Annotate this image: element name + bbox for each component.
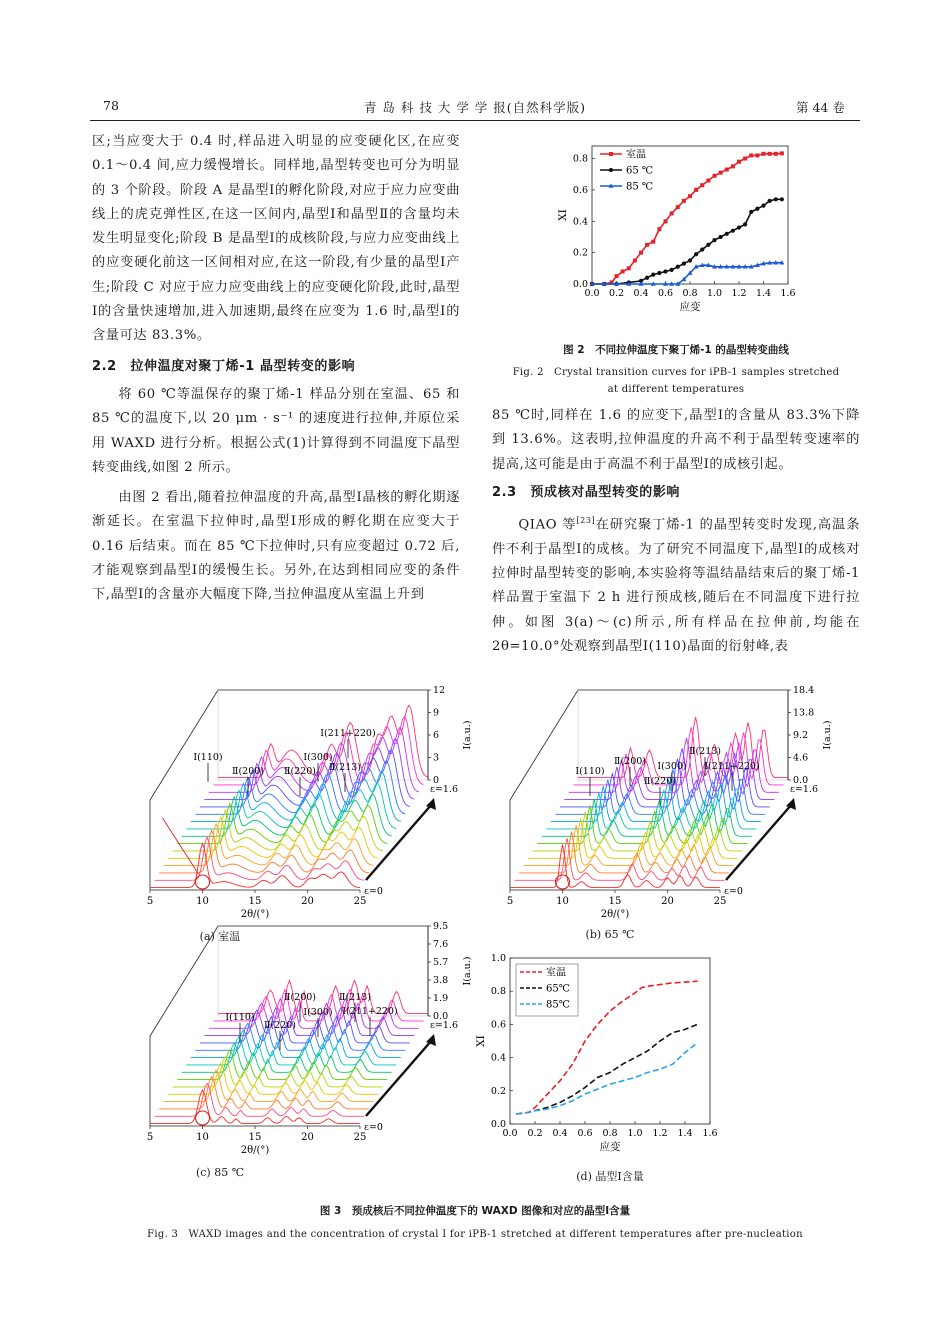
waxd-curve [533,812,743,851]
x-tick-label: 10 [196,1132,209,1143]
y-tick-label: 6 [433,730,440,741]
paragraph: QIAO 等[23]在研究聚丁烯-1 的晶型转变时发现,高温条件不利于晶型Ⅰ的成核。为了研究不同温度下,晶型Ⅰ的成核对拉伸时晶型转变的影响,本实验将等温结晶结束后的聚丁烯-1 样品置于室温下 2 h 进行预成核,随后在不同温度下进行拉伸。如图 3(a)～(c)所示,所有样品在拉伸前,均能在 2θ=10.0°处观察到晶型Ⅰ(110)晶面的衍射峰,表 [492,516,860,655]
legend-label: 室温 [546,967,566,979]
x-tick-label: 20 [661,896,674,907]
fig2-caption-en: Fig. 2 Crystal transition curves for iPB-1 samples stretched [512,367,840,378]
legend-label: 85 ℃ [626,181,654,193]
waxd-curve [515,838,725,880]
x-tick-label: 5 [146,1132,154,1143]
data-point [737,160,741,164]
data-point [706,179,710,183]
data-point [768,199,772,203]
citation[interactable]: [23] [576,516,596,526]
y-tick-label: 0.4 [572,216,588,228]
data-point [731,229,735,233]
y-axis-label: I(a.u.) [462,956,473,986]
y-tick-label: 0.2 [490,1085,506,1097]
data-point [670,268,674,272]
x-axis-label: 2θ/(°) [240,1145,270,1156]
peak-label: Ⅰ(211+220) [704,761,760,772]
waxd-panel-b [490,685,833,922]
x-tick-label: 25 [353,1132,367,1143]
peak-label: Ⅱ(200) [231,766,265,777]
highlight-circle [556,875,570,889]
paragraph: 由图 2 看出,随着拉伸温度的升高,晶型Ⅰ晶核的孵化期逐渐延长。在室温下拉伸时,晶型Ⅰ形成的孵化期在应变大于 0.16 后结束。而在 85 ℃下拉伸时,只有应变超过 0.72 后,才能观察到晶型Ⅰ的缓慢生长。另外,在达到相同应变的条件下,晶型Ⅰ的含量亦大幅度下降,当拉伸温度从室温上升到 [92,490,460,603]
y-tick-label: 1.9 [433,993,449,1004]
x-tick-label: 20 [301,1132,314,1143]
eps-top-label: ε=1.6 [430,784,458,795]
x-axis-label: 2θ/(°) [240,909,270,920]
journal-title: 青 岛 科 技 大 学 学 报(自然科学版) [363,100,587,115]
data-point [688,258,692,262]
highlight-circle [196,1111,210,1125]
strain-arrow [366,1040,432,1116]
legend-marker [609,168,613,172]
data-point [670,211,674,215]
x-axis-label: 应变 [679,301,701,313]
series-line [592,153,782,284]
data-point [768,152,772,156]
data-point [682,262,686,266]
waxd-curve [159,1077,369,1109]
data-point [682,199,686,203]
waxd-curve [164,1070,374,1102]
y-tick-label: 0.6 [572,184,588,196]
peak-label: Ⅰ(110) [225,1012,255,1023]
series-line [516,1024,697,1114]
data-point [743,157,747,161]
page-number: 78 [103,98,119,113]
x-tick-label: 0.8 [682,288,698,299]
x-tick-label: 0.2 [608,288,625,299]
author-ref: QIAO 等 [518,517,577,533]
x-tick-label: 25 [713,896,727,907]
data-point [676,265,680,269]
x-tick-label: 5 [506,896,514,907]
y-tick-label: 0.0 [433,1011,449,1022]
data-point [737,225,741,229]
peak-label: Ⅰ(300) [303,1007,333,1018]
data-point [615,274,619,278]
x-tick-label: 1.6 [780,288,796,299]
x-tick-label: 25 [353,896,367,907]
peak-label: Ⅱ(213) [338,992,372,1003]
strain-arrow [366,804,432,880]
data-point [688,194,692,198]
y-tick-label: 0.0 [490,1119,506,1130]
waxd-curve [150,1090,360,1124]
data-point [719,235,723,239]
x-tick-label: 0.6 [577,1128,593,1139]
data-point [755,153,759,157]
data-point [694,252,698,256]
y-axis-label: XⅠ [475,1035,487,1047]
data-point [663,269,667,273]
waxd-panel-a [130,685,473,922]
data-point [725,168,729,172]
waxd-curve [173,810,383,851]
data-point [774,152,778,156]
peak-label: Ⅱ(220) [643,776,677,787]
data-point [657,227,661,231]
y-tick-label: 0.4 [490,1052,506,1064]
y-tick-label: 18.4 [793,685,815,696]
panel-d-label: (d) 晶型Ⅰ含量 [576,1170,644,1183]
data-point [706,243,710,247]
x-tick-label: 15 [248,896,262,907]
x-tick-label: 1.6 [702,1128,718,1139]
waxd-curve [195,1023,405,1050]
data-point [700,183,704,187]
peak-label: Ⅰ(110) [575,766,605,777]
highlight-circle [196,875,210,889]
x-tick-label: 1.0 [706,288,723,299]
data-point [712,238,716,242]
eps-top-label: ε=1.6 [430,1020,458,1031]
waxd-curve [164,824,374,866]
x-axis-label: 2θ/(°) [600,909,630,920]
waxd-curve [155,1083,365,1116]
x-tick-label: 0.6 [657,288,674,299]
fig2-caption-en-2: at different temperatures [607,384,745,395]
data-point [731,164,735,168]
fig2-chart [550,140,810,340]
legend-marker [609,152,613,156]
data-point [639,251,643,255]
y-tick-label: 1.0 [490,953,506,964]
peak-label: Ⅱ(213) [328,762,362,773]
waxd-curve [574,727,784,785]
legend-label: 室温 [626,149,646,161]
y-tick-label: 5.7 [433,957,449,968]
eps-bottom-label: ε=0 [364,1122,383,1133]
data-point [774,197,778,201]
legend-label: 65 ℃ [626,165,654,177]
y-axis-label: XⅠ [557,209,569,221]
y-tick-label: 0.6 [490,1019,506,1031]
paragraph: 将 60 ℃等温保存的聚丁烯-1 样品分别在室温、65 和 85 ℃的温度下,以 20 μm · s⁻¹ 的速度进行拉伸,并原位采用 WAXD 进行分析。根据公式(1)计算得到不同温度下晶型转变曲线,如图 2 所示。 [92,386,460,475]
data-point [755,207,759,211]
fig3-caption-en: Fig. 3 WAXD images and the concentration of crystal Ⅰ for iPB-1 stretched at different temperatures after pre-nucleation [147,1229,803,1240]
left-column [92,130,460,608]
section-heading-2-3: 2.3 预成核对晶型转变的影响 [492,484,681,500]
y-tick-label: 7.6 [433,939,449,950]
y-tick-label: 9.5 [433,921,449,932]
eps-bottom-label: ε=0 [364,886,383,897]
eps-bottom-label: ε=0 [724,886,743,897]
fig2-caption-zh: 图 2 不同拉伸温度下聚丁烯-1 的晶型转变曲线 [563,344,789,356]
data-point [761,203,765,207]
peak-label: Ⅰ(300) [303,752,333,763]
x-tick-label: 10 [556,896,569,907]
data-point [627,266,631,270]
peak-label: Ⅱ(213) [688,746,722,757]
panel-a-label: (a) 室温 [199,930,241,943]
peak-label: Ⅰ(300) [657,761,687,772]
strain-arrow [726,804,792,880]
data-point [713,174,717,178]
x-tick-label: 0.4 [633,288,649,299]
data-point [664,219,668,223]
series-line [592,199,782,284]
x-tick-label: 1.2 [731,288,747,299]
peak-label: Ⅱ(220) [283,766,317,777]
data-point [749,153,753,157]
x-tick-label: 0.4 [552,1128,568,1139]
peak-label: Ⅰ(110) [193,752,223,763]
x-tick-label: 5 [146,896,154,907]
y-tick-label: 13.8 [793,707,815,719]
x-tick-label: 0.2 [527,1128,543,1139]
header-rule [90,120,860,121]
data-point [676,205,680,209]
waxd-box [510,690,788,890]
data-point [780,151,784,155]
eps-top-label: ε=1.6 [790,784,818,795]
fig3d-chart [470,950,730,1165]
x-tick-label: 0.8 [602,1128,618,1139]
x-tick-label: 1.2 [652,1128,668,1139]
waxd-curve [519,832,729,873]
y-tick-label: 0 [433,775,440,786]
y-axis-label: I(a.u.) [822,720,833,750]
waxd-curve [177,804,387,844]
y-tick-label: 3.8 [433,975,449,986]
data-point [633,258,637,262]
y-axis-label: I(a.u.) [462,720,473,750]
x-tick-label: 0.0 [584,288,600,299]
data-point [743,222,747,226]
section-heading-2-2: 2.2 拉伸温度对聚丁烯-1 晶型转变的影响 [92,358,356,374]
waxd-box [150,690,428,890]
data-point [719,171,723,175]
x-tick-label: 15 [608,896,622,907]
data-point [762,152,766,156]
peak-label: Ⅱ(220) [263,1020,297,1031]
data-point [651,240,655,244]
paragraph: 区;当应变大于 0.4 时,样品进入明显的应变硬化区,在应变 0.1～0.4 间,应力缓慢增长。同样地,晶型转变也可分为明显的 3 个阶段。阶段 A 是晶型Ⅰ的孵化阶段,对应于应力应变曲线上的虎克弹性区,在这一区间内,晶型Ⅰ和晶型Ⅱ的含量均未发生明显变化;阶段 B 是晶型Ⅰ的成核阶段,与应力应变曲线上的应变硬化前这一区间相对应,在这一阶段,有少量的晶型Ⅰ产生;阶段 C 对应于应力应变曲线上的应变硬化阶段,此时,晶型Ⅰ的含量快速增加,进入加速期,最终在应变为 1.6 时,晶型Ⅰ的含量可达 83.3%。 [92,134,460,344]
data-point [651,272,655,276]
y-tick-label: 9 [433,707,440,719]
x-tick-label: 10 [196,896,209,907]
x-tick-label: 20 [301,896,314,907]
data-point [657,271,661,275]
x-axis-label: 应变 [599,1141,621,1153]
paragraph: 85 ℃时,同样在 1.6 的应变下,晶型Ⅰ的含量从 83.3%下降到 13.6%。这表明,拉伸温度的升高不利于晶型转变速率的提高,这可能是由于高温不利于晶型Ⅰ的成核引起。 [492,408,860,472]
y-tick-label: 4.6 [793,752,809,764]
right-column [492,404,860,659]
volume-label: 第 44 卷 [796,100,845,115]
x-tick-label: 0.0 [502,1128,518,1139]
waxd-curve [537,806,747,844]
series-line [516,1043,697,1114]
y-tick-label: 0.0 [793,775,809,786]
peak-label: Ⅱ(200) [613,756,647,767]
fig3-caption-zh: 图 3 预成核后不同拉伸温度下的 WAXD 图像和对应的晶型Ⅰ含量 [319,1205,631,1217]
data-point [700,247,704,251]
panel-b-label: (b) 65 ℃ [585,928,635,941]
y-tick-label: 12 [433,685,446,696]
peak-label: Ⅰ(211+220) [320,728,376,739]
data-point [645,243,649,247]
data-point [780,197,784,201]
y-tick-label: 3 [433,752,440,764]
data-point [621,269,625,273]
x-tick-label: 1.4 [677,1128,693,1139]
y-tick-label: 9.2 [793,730,809,741]
peak-label: Ⅱ(200) [283,992,317,1003]
y-tick-label: 0.2 [572,247,588,259]
y-tick-label: 0.0 [572,279,588,290]
data-point [725,232,729,236]
x-tick-label: 1.0 [627,1128,643,1139]
data-point [645,276,649,280]
data-point [694,188,698,192]
data-point [749,210,753,214]
legend-label: 65℃ [546,983,570,995]
legend-label: 85℃ [546,999,570,1011]
y-tick-label: 0.8 [490,986,506,998]
y-tick-label: 0.8 [572,153,588,165]
panel-c-label: (c) 85 ℃ [195,1166,245,1179]
x-tick-label: 15 [248,1132,262,1143]
plot-frame [592,146,788,284]
peak-label: Ⅰ(211+220) [342,1006,398,1017]
x-tick-label: 1.4 [755,288,772,299]
